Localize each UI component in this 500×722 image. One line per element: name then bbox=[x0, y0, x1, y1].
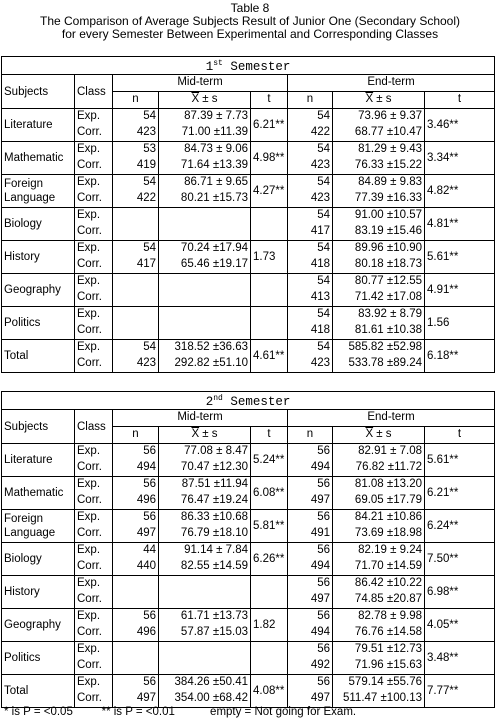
table-row bbox=[2, 510, 495, 527]
subject-cell: Politics bbox=[2, 642, 75, 675]
endterm-n-corr: 491 bbox=[288, 526, 333, 543]
endterm-mean-corr: 76.82 ±11.72 bbox=[333, 460, 425, 477]
midterm-n-exp bbox=[113, 576, 159, 593]
table-row bbox=[2, 340, 495, 357]
class-corr: Corr. bbox=[75, 526, 113, 543]
endterm-mean-corr: 68.77 ±10.47 bbox=[333, 125, 425, 142]
table-row-corr bbox=[2, 493, 495, 510]
class-corr: Corr. bbox=[75, 592, 113, 609]
table-row bbox=[2, 576, 495, 593]
midterm-mean-exp: 87.51 ±11.94 bbox=[159, 477, 251, 494]
midterm-mean-exp: 384.26 ±50.41 bbox=[159, 675, 251, 692]
midterm-mean-corr bbox=[159, 224, 251, 241]
table-row-corr bbox=[2, 526, 495, 543]
endterm-t: 6.98** bbox=[425, 576, 495, 609]
class-corr: Corr. bbox=[75, 460, 113, 477]
semester-label: Semester bbox=[222, 60, 291, 75]
midterm-mean-corr bbox=[159, 323, 251, 340]
table-row-corr bbox=[2, 191, 495, 208]
endterm-n-exp: 54 bbox=[288, 241, 333, 258]
midterm-n-corr: 419 bbox=[113, 158, 159, 175]
midterm-mean-exp: 84.73 ± 9.06 bbox=[159, 142, 251, 159]
endterm-n-exp: 54 bbox=[288, 175, 333, 192]
midterm-t: 5.24** bbox=[251, 444, 288, 477]
header-mid-n: n bbox=[113, 427, 159, 444]
midterm-mean-exp: 77.08 ± 8.47 bbox=[159, 444, 251, 461]
class-exp: Exp. bbox=[75, 510, 113, 527]
endterm-n-corr: 492 bbox=[288, 658, 333, 675]
subject-cell: Foreign Language bbox=[2, 175, 75, 208]
class-corr: Corr. bbox=[75, 191, 113, 208]
endterm-mean-corr: 83.19 ±15.46 bbox=[333, 224, 425, 241]
table-row bbox=[2, 675, 495, 692]
class-corr: Corr. bbox=[75, 493, 113, 510]
mean-symbol: $\overline{X}$ bbox=[191, 428, 200, 441]
midterm-n-corr: 497 bbox=[113, 691, 159, 708]
midterm-mean-exp: 91.14 ± 7.84 bbox=[159, 543, 251, 560]
caption-title-line2: for every Semester Between Experimental and Corresponding Classes bbox=[61, 27, 439, 41]
endterm-mean-corr: 71.42 ±17.08 bbox=[333, 290, 425, 307]
table-row bbox=[2, 175, 495, 192]
midterm-mean-exp bbox=[159, 208, 251, 225]
midterm-t: 6.21** bbox=[251, 109, 288, 142]
class-exp: Exp. bbox=[75, 241, 113, 258]
endterm-mean-exp: 91.00 ±10.57 bbox=[333, 208, 425, 225]
class-exp: Exp. bbox=[75, 274, 113, 291]
endterm-n-exp: 56 bbox=[288, 675, 333, 692]
midterm-t: 6.26** bbox=[251, 543, 288, 576]
subject-cell: Total bbox=[2, 675, 75, 708]
endterm-n-corr: 494 bbox=[288, 460, 333, 477]
endterm-mean-exp: 84.89 ± 9.83 bbox=[333, 175, 425, 192]
endterm-mean-corr: 76.76 ±14.58 bbox=[333, 625, 425, 642]
midterm-n-corr: 496 bbox=[113, 625, 159, 642]
class-exp: Exp. bbox=[75, 444, 113, 461]
class-exp: Exp. bbox=[75, 675, 113, 692]
endterm-t: 6.18** bbox=[425, 340, 495, 373]
midterm-n-exp: 53 bbox=[113, 142, 159, 159]
mean-symbol: $\overline{X}$ bbox=[191, 93, 200, 106]
midterm-mean-corr: 57.87 ±15.03 bbox=[159, 625, 251, 642]
endterm-mean-exp: 86.42 ±10.22 bbox=[333, 576, 425, 593]
table-row bbox=[2, 543, 495, 560]
endterm-t: 7.50** bbox=[425, 543, 495, 576]
header-end-t: t bbox=[425, 427, 495, 444]
endterm-t: 4.91** bbox=[425, 274, 495, 307]
midterm-n-corr: 494 bbox=[113, 460, 159, 477]
endterm-n-corr: 413 bbox=[288, 290, 333, 307]
endterm-n-exp: 56 bbox=[288, 444, 333, 461]
table-row-corr bbox=[2, 460, 495, 477]
midterm-n-exp: 54 bbox=[113, 241, 159, 258]
header-row-top bbox=[2, 75, 495, 92]
endterm-n-corr: 423 bbox=[288, 158, 333, 175]
class-exp: Exp. bbox=[75, 109, 113, 126]
endterm-n-exp: 56 bbox=[288, 609, 333, 626]
midterm-mean-exp: 87.39 ± 7.73 bbox=[159, 109, 251, 126]
midterm-mean-corr bbox=[159, 592, 251, 609]
endterm-mean-corr: 511.47 ±100.13 bbox=[333, 691, 425, 708]
subject-cell: History bbox=[2, 241, 75, 274]
endterm-mean-corr: 76.33 ±15.22 bbox=[333, 158, 425, 175]
endterm-t: 4.82** bbox=[425, 175, 495, 208]
footnote: * is P = <0.05 ** is P = <0.01 empty = Not going for Exam. bbox=[4, 706, 357, 718]
header-subjects: Subjects bbox=[2, 410, 75, 444]
endterm-n-exp: 56 bbox=[288, 477, 333, 494]
subject-cell: History bbox=[2, 576, 75, 609]
midterm-mean-corr: 76.47 ±19.24 bbox=[159, 493, 251, 510]
semester-table-2 bbox=[1, 391, 495, 708]
table-row bbox=[2, 609, 495, 626]
endterm-n-corr: 423 bbox=[288, 191, 333, 208]
midterm-n-corr: 422 bbox=[113, 191, 159, 208]
endterm-n-corr: 422 bbox=[288, 125, 333, 142]
header-class: Class bbox=[75, 75, 113, 109]
endterm-mean-corr: 69.05 ±17.79 bbox=[333, 493, 425, 510]
header-end-n: n bbox=[288, 427, 333, 444]
table-row bbox=[2, 642, 495, 659]
midterm-t: 1.73 bbox=[251, 241, 288, 274]
midterm-mean-corr: 82.55 ±14.59 bbox=[159, 559, 251, 576]
midterm-t bbox=[251, 274, 288, 307]
semester-title bbox=[2, 57, 495, 75]
endterm-n-exp: 54 bbox=[288, 340, 333, 357]
endterm-mean-corr: 71.96 ±15.63 bbox=[333, 658, 425, 675]
midterm-t: 6.08** bbox=[251, 477, 288, 510]
subject-cell: Total bbox=[2, 340, 75, 373]
endterm-t: 3.48** bbox=[425, 642, 495, 675]
class-exp: Exp. bbox=[75, 642, 113, 659]
endterm-t: 5.61** bbox=[425, 241, 495, 274]
endterm-mean-exp: 73.96 ± 9.37 bbox=[333, 109, 425, 126]
endterm-n-corr: 494 bbox=[288, 559, 333, 576]
table-row bbox=[2, 241, 495, 258]
plus-minus-sd-symbol: ± s bbox=[199, 93, 218, 106]
endterm-n-corr: 497 bbox=[288, 592, 333, 609]
midterm-mean-exp: 86.33 ±10.68 bbox=[159, 510, 251, 527]
class-corr: Corr. bbox=[75, 658, 113, 675]
semester-table-1 bbox=[1, 56, 495, 373]
class-exp: Exp. bbox=[75, 175, 113, 192]
endterm-mean-exp: 83.92 ± 8.79 bbox=[333, 307, 425, 324]
header-endterm: End-term bbox=[288, 75, 495, 92]
endterm-mean-exp: 579.14 ±55.76 bbox=[333, 675, 425, 692]
subject-cell: Geography bbox=[2, 609, 75, 642]
endterm-t: 4.05** bbox=[425, 609, 495, 642]
header-endterm: End-term bbox=[288, 410, 495, 427]
midterm-mean-exp: 70.24 ±17.94 bbox=[159, 241, 251, 258]
midterm-mean-corr: 70.47 ±12.30 bbox=[159, 460, 251, 477]
endterm-t: 3.46** bbox=[425, 109, 495, 142]
midterm-mean-corr: 80.21 ±15.73 bbox=[159, 191, 251, 208]
table-row bbox=[2, 444, 495, 461]
subject-cell: Geography bbox=[2, 274, 75, 307]
class-exp: Exp. bbox=[75, 609, 113, 626]
table-row-corr bbox=[2, 125, 495, 142]
class-exp: Exp. bbox=[75, 477, 113, 494]
endterm-n-corr: 417 bbox=[288, 224, 333, 241]
endterm-mean-exp: 80.77 ±12.55 bbox=[333, 274, 425, 291]
header-mid-t: t bbox=[251, 92, 288, 109]
midterm-n-corr bbox=[113, 658, 159, 675]
header-row-top bbox=[2, 410, 495, 427]
midterm-mean-exp bbox=[159, 642, 251, 659]
midterm-mean-corr bbox=[159, 290, 251, 307]
midterm-t bbox=[251, 642, 288, 675]
semester-number: 1 bbox=[205, 60, 214, 75]
endterm-mean-exp: 89.96 ±10.90 bbox=[333, 241, 425, 258]
endterm-mean-exp: 81.08 ±13.20 bbox=[333, 477, 425, 494]
endterm-mean-corr: 71.70 ±14.59 bbox=[333, 559, 425, 576]
table-row-corr bbox=[2, 658, 495, 675]
midterm-mean-exp: 86.71 ± 9.65 bbox=[159, 175, 251, 192]
endterm-n-exp: 54 bbox=[288, 109, 333, 126]
midterm-n-exp: 56 bbox=[113, 477, 159, 494]
endterm-n-exp: 56 bbox=[288, 510, 333, 527]
table-row bbox=[2, 208, 495, 225]
header-subjects: Subjects bbox=[2, 75, 75, 109]
endterm-n-exp: 54 bbox=[288, 307, 333, 324]
midterm-n-corr: 423 bbox=[113, 125, 159, 142]
midterm-n-corr bbox=[113, 290, 159, 307]
endterm-t: 6.24** bbox=[425, 510, 495, 543]
header-end-t: t bbox=[425, 92, 495, 109]
table-row-corr bbox=[2, 158, 495, 175]
endterm-n-exp: 54 bbox=[288, 142, 333, 159]
semester-title bbox=[2, 392, 495, 410]
table-row bbox=[2, 109, 495, 126]
endterm-n-corr: 418 bbox=[288, 257, 333, 274]
class-corr: Corr. bbox=[75, 224, 113, 241]
table-row bbox=[2, 477, 495, 494]
caption-table-number: Table 8 bbox=[230, 1, 270, 15]
midterm-mean-exp bbox=[159, 576, 251, 593]
endterm-mean-corr: 77.39 ±16.33 bbox=[333, 191, 425, 208]
midterm-n-exp: 56 bbox=[113, 444, 159, 461]
midterm-mean-corr bbox=[159, 658, 251, 675]
table-row-corr bbox=[2, 224, 495, 241]
table-row-corr bbox=[2, 559, 495, 576]
endterm-mean-exp: 585.82 ±52.98 bbox=[333, 340, 425, 357]
header-end-mean-sd bbox=[333, 427, 425, 444]
endterm-n-corr: 497 bbox=[288, 691, 333, 708]
subject-cell: Foreign Language bbox=[2, 510, 75, 543]
midterm-mean-corr: 71.00 ±11.39 bbox=[159, 125, 251, 142]
table-row-corr bbox=[2, 323, 495, 340]
class-corr: Corr. bbox=[75, 625, 113, 642]
class-exp: Exp. bbox=[75, 142, 113, 159]
class-exp: Exp. bbox=[75, 576, 113, 593]
midterm-mean-exp bbox=[159, 274, 251, 291]
subject-cell: Literature bbox=[2, 444, 75, 477]
table-row-corr bbox=[2, 290, 495, 307]
plus-minus-sd-symbol: ± s bbox=[373, 428, 392, 441]
table-row-corr bbox=[2, 356, 495, 373]
endterm-t: 6.21** bbox=[425, 477, 495, 510]
midterm-n-exp bbox=[113, 642, 159, 659]
subject-cell: Politics bbox=[2, 307, 75, 340]
endterm-t: 5.61** bbox=[425, 444, 495, 477]
endterm-n-corr: 497 bbox=[288, 493, 333, 510]
midterm-n-exp: 56 bbox=[113, 510, 159, 527]
header-end-n: n bbox=[288, 92, 333, 109]
midterm-n-corr bbox=[113, 592, 159, 609]
subject-cell: Biology bbox=[2, 543, 75, 576]
midterm-t: 4.61** bbox=[251, 340, 288, 373]
endterm-mean-exp: 82.78 ± 9.98 bbox=[333, 609, 425, 626]
midterm-mean-exp bbox=[159, 307, 251, 324]
midterm-n-exp: 44 bbox=[113, 543, 159, 560]
semester-title-row bbox=[2, 392, 495, 410]
endterm-mean-exp: 82.19 ± 9.24 bbox=[333, 543, 425, 560]
midterm-mean-corr: 354.00 ±68.42 bbox=[159, 691, 251, 708]
midterm-t: 1.82 bbox=[251, 609, 288, 642]
endterm-mean-corr: 533.78 ±89.24 bbox=[333, 356, 425, 373]
midterm-n-exp: 56 bbox=[113, 609, 159, 626]
midterm-mean-corr: 292.82 ±51.10 bbox=[159, 356, 251, 373]
class-exp: Exp. bbox=[75, 340, 113, 357]
class-corr: Corr. bbox=[75, 559, 113, 576]
subject-cell: Literature bbox=[2, 109, 75, 142]
midterm-mean-corr: 71.64 ±13.39 bbox=[159, 158, 251, 175]
midterm-t bbox=[251, 307, 288, 340]
midterm-t bbox=[251, 208, 288, 241]
endterm-mean-corr: 74.85 ±20.87 bbox=[333, 592, 425, 609]
midterm-mean-exp: 318.52 ±36.63 bbox=[159, 340, 251, 357]
midterm-n-exp bbox=[113, 274, 159, 291]
midterm-t bbox=[251, 576, 288, 609]
endterm-n-corr: 418 bbox=[288, 323, 333, 340]
midterm-n-exp: 54 bbox=[113, 340, 159, 357]
class-corr: Corr. bbox=[75, 125, 113, 142]
endterm-n-exp: 56 bbox=[288, 642, 333, 659]
midterm-n-exp: 56 bbox=[113, 675, 159, 692]
class-corr: Corr. bbox=[75, 158, 113, 175]
subject-cell: Mathematic bbox=[2, 477, 75, 510]
midterm-n-exp bbox=[113, 307, 159, 324]
endterm-n-exp: 54 bbox=[288, 208, 333, 225]
midterm-t: 4.08** bbox=[251, 675, 288, 708]
header-mid-mean-sd bbox=[159, 92, 251, 109]
class-exp: Exp. bbox=[75, 307, 113, 324]
header-mid-n: n bbox=[113, 92, 159, 109]
table-row-corr bbox=[2, 625, 495, 642]
table-row-corr bbox=[2, 257, 495, 274]
endterm-t: 4.81** bbox=[425, 208, 495, 241]
class-exp: Exp. bbox=[75, 543, 113, 560]
semester-label: Semester bbox=[222, 395, 291, 410]
class-exp: Exp. bbox=[75, 208, 113, 225]
endterm-mean-corr: 81.61 ±10.38 bbox=[333, 323, 425, 340]
mean-symbol: $\overline{X}$ bbox=[365, 93, 374, 106]
header-end-mean-sd bbox=[333, 92, 425, 109]
midterm-n-corr: 417 bbox=[113, 257, 159, 274]
midterm-mean-exp: 61.71 ±13.73 bbox=[159, 609, 251, 626]
mean-symbol: $\overline{X}$ bbox=[365, 428, 374, 441]
class-corr: Corr. bbox=[75, 356, 113, 373]
semester-title-row bbox=[2, 57, 495, 75]
plus-minus-sd-symbol: ± s bbox=[199, 428, 218, 441]
table-row bbox=[2, 307, 495, 324]
endterm-t: 7.77** bbox=[425, 675, 495, 708]
semester-ordinal-suffix: st bbox=[213, 59, 223, 68]
header-midterm: Mid-term bbox=[113, 75, 288, 92]
midterm-n-exp: 54 bbox=[113, 175, 159, 192]
header-mid-t: t bbox=[251, 427, 288, 444]
class-corr: Corr. bbox=[75, 257, 113, 274]
table-row bbox=[2, 142, 495, 159]
endterm-t: 3.34** bbox=[425, 142, 495, 175]
endterm-n-corr: 423 bbox=[288, 356, 333, 373]
class-corr: Corr. bbox=[75, 323, 113, 340]
midterm-n-corr: 497 bbox=[113, 526, 159, 543]
caption-title-line1: The Comparison of Average Subjects Result of Junior One (Secondary School) bbox=[40, 14, 460, 28]
endterm-mean-corr: 80.18 ±18.73 bbox=[333, 257, 425, 274]
midterm-t: 4.27** bbox=[251, 175, 288, 208]
table-row-corr bbox=[2, 592, 495, 609]
endterm-t: 1.56 bbox=[425, 307, 495, 340]
header-midterm: Mid-term bbox=[113, 410, 288, 427]
endterm-mean-exp: 81.29 ± 9.43 bbox=[333, 142, 425, 159]
midterm-mean-corr: 65.46 ±19.17 bbox=[159, 257, 251, 274]
semester-ordinal-suffix: nd bbox=[213, 394, 223, 403]
midterm-n-corr bbox=[113, 224, 159, 241]
subject-cell: Mathematic bbox=[2, 142, 75, 175]
endterm-mean-exp: 84.21 ±10.86 bbox=[333, 510, 425, 527]
midterm-t: 5.81** bbox=[251, 510, 288, 543]
midterm-mean-corr: 76.79 ±18.10 bbox=[159, 526, 251, 543]
midterm-n-corr: 423 bbox=[113, 356, 159, 373]
endterm-n-corr: 494 bbox=[288, 625, 333, 642]
endterm-n-exp: 54 bbox=[288, 274, 333, 291]
midterm-n-exp bbox=[113, 208, 159, 225]
subject-cell: Biology bbox=[2, 208, 75, 241]
endterm-n-exp: 56 bbox=[288, 576, 333, 593]
semester-number: 2 bbox=[205, 395, 214, 410]
midterm-t: 4.98** bbox=[251, 142, 288, 175]
midterm-n-corr: 496 bbox=[113, 493, 159, 510]
header-mid-mean-sd bbox=[159, 427, 251, 444]
endterm-mean-corr: 73.69 ±18.98 bbox=[333, 526, 425, 543]
header-class: Class bbox=[75, 410, 113, 444]
midterm-n-exp: 54 bbox=[113, 109, 159, 126]
table-row bbox=[2, 274, 495, 291]
endterm-n-exp: 56 bbox=[288, 543, 333, 560]
plus-minus-sd-symbol: ± s bbox=[373, 93, 392, 106]
class-corr: Corr. bbox=[75, 290, 113, 307]
endterm-mean-exp: 82.91 ± 7.08 bbox=[333, 444, 425, 461]
endterm-mean-exp: 79.51 ±12.73 bbox=[333, 642, 425, 659]
midterm-n-corr bbox=[113, 323, 159, 340]
class-corr: Corr. bbox=[75, 691, 113, 708]
midterm-n-corr: 440 bbox=[113, 559, 159, 576]
